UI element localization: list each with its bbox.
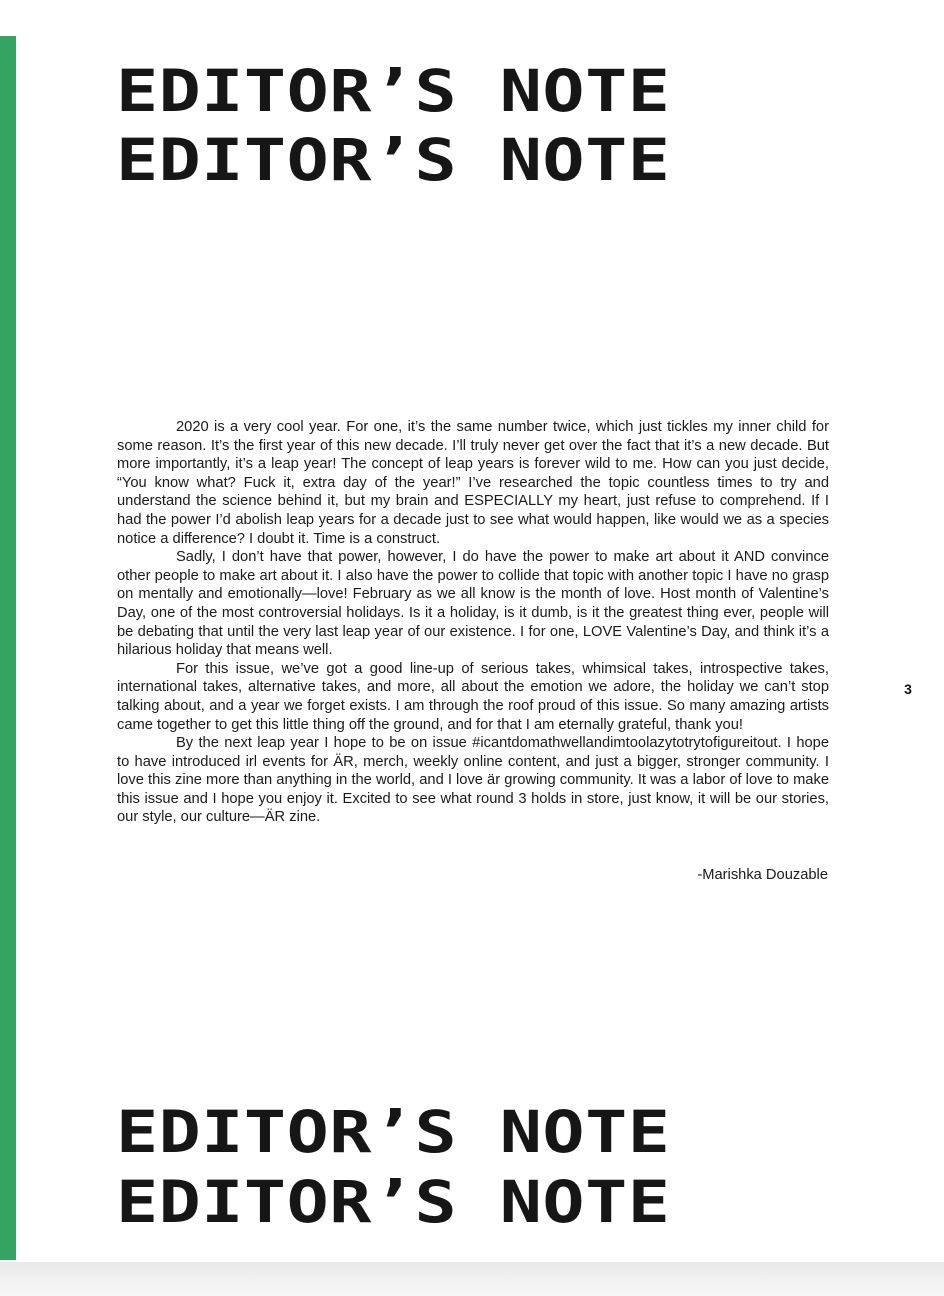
page-number: 3	[904, 681, 912, 697]
green-accent-bar	[0, 36, 16, 1260]
heading-top-clip	[116, 128, 826, 194]
heading-top: EDITOR’S NOTE	[116, 126, 671, 195]
paragraph: For this issue, we’ve got a good line-up of serious takes, whimsical takes, introspective takes, international takes, alternative takes, and more, all about the emotion we adore, the holiday we can’t stop talking about, and a year we forget exists. I am through the roof proud of this issue. So many amazing artists came together to get this little thing off the ground, and for that I am eternally grateful, thank you!	[117, 660, 829, 733]
author-signature: -Marishka Douzable	[697, 867, 828, 883]
paragraph: 2020 is a very cool year. For one, it’s the same number twice, which just tickles my inner child for some reason. It’s the first year of this new decade. I’ll truly never get over the fact that it’s a new decade. But more importantly, it’s a leap year! The concept of leap years is forever wild to me. How can you just decide, “You know what? Fuck it, extra day of the year!” I’ve researched the topic countless times to try and understand the science behind it, but my brain and ESPECIALLY my heart, just refuse to comprehend. If I had the power I’d abolish leap years for a decade just to see what would happen, like would we as a species notice a difference? I doubt it. Time is a construct.	[117, 419, 829, 547]
heading-bottom-partial: EDITOR’S NOTE	[116, 1168, 671, 1237]
heading-bottom-partial-clip	[116, 1168, 826, 1237]
paragraph: Sadly, I don’t have that power, however, I do have the power to make art about it AND convince other people to make art about it. I also have the power to collide that topic with another topic I have no grasp on mentally and emotionally—love! February as we all know is the month of love. Host month of Valentine’s Day, one of the most controversial holidays. Is it a holiday, is it dumb, is it the greatest thing ever, people will be debating that until the very last leap year of our existence. I for one, LOVE Valentine’s Day, and think it’s a hilarious holiday that means well.	[117, 549, 829, 659]
paragraph: By the next leap year I hope to be on issue #icantdomathwellandimtoolazytotrytofigureitout. I hope to have introduced irl events for ÄR, merch, weekly online content, and just a bigger, stronger community. I love this zine more than anything in the world, and I love är growing community. It was a labor of love to make this issue and I hope you enjoy it. Excited to see what round 3 holds in store, just know, it will be our stories, our style, our culture—ÄR zine.	[117, 735, 829, 826]
editors-note-body	[117, 418, 829, 827]
heading-top-partial-clip	[116, 57, 826, 126]
heading-bottom: EDITOR’S NOTE	[116, 1098, 671, 1167]
heading-top-partial: EDITOR’S NOTE	[116, 57, 671, 126]
heading-bottom-clip	[116, 1100, 826, 1166]
page-shadow	[0, 1262, 944, 1296]
